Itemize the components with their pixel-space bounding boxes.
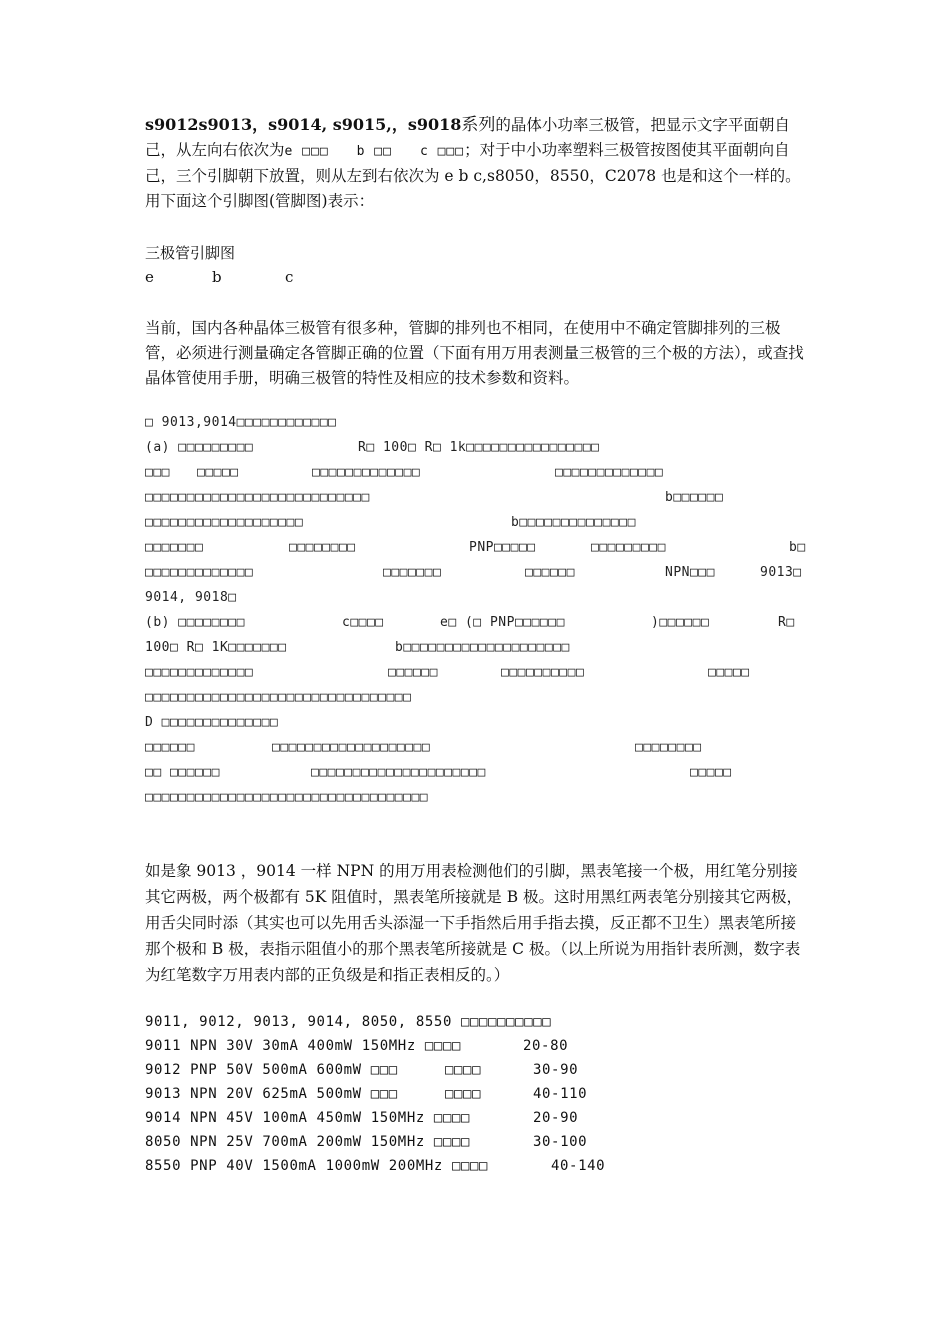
series-word: 系列 (461, 115, 496, 135)
table-title: 9011, 9012, 9013, 9014, 8050, 8550 □□□□□□□□□□ (145, 1014, 552, 1030)
pin-diagram-caption: 三极管引脚图 (145, 244, 236, 262)
pin-c-label: c (285, 268, 294, 286)
intro-text-a: 的晶体小功率三极管，把显示文字平面朝自己，从左向右依次为 (145, 116, 790, 159)
multimeter-method-paragraph: 如是象 9013 ，9014 一样 NPN 的用万用表检测他们的引脚，黑表笔接一个极，用红笔分别接其它两极，两个极都有 5K 阻值时，黑表笔所接就是 B 极。这时用黑红两表笔分别接其它两极，用舌尖同时添（其实也可以先用舌头添湿一下手指然后用手指去摸，反正都不卫生）黑表笔所接那个极和 B 极，表指示阻值小的那个黑表笔所接就是 C 极。（以上所说为用指针表所测，数字表为红笔数字万用表内部的正负级是和指正表相反的。） (145, 862, 803, 984)
table-row: 9014 NPN 45V 100mA 450mW 150MHz □□□□ 20-90 (145, 1110, 579, 1126)
table-row: 9011 NPN 30V 30mA 400mW 150MHz □□□□ 20-80 (145, 1038, 569, 1054)
table-row: 8050 NPN 25V 700mA 200mW 150MHz □□□□ 30-100 (145, 1134, 588, 1150)
pins-inline: e □□□ b □□ c □□□ (284, 144, 465, 159)
intro-paragraph (145, 112, 810, 214)
measurement-intro-paragraph: 当前，国内各种晶体三极管有很多种，管脚的排列也不相同，在使用中不确定管脚排列的三极管，必须进行测量确定各管脚正确的位置（下面有用万用表测量三极管的三个极的方法），或查找晶体管使用手册，明确三极管的特性及相应的技术参数和资料。 (145, 319, 804, 387)
model-list: s9012s9013，s9014, s9015,，s9018 (145, 115, 462, 134)
intro-text-b: ；对于中小功率塑料三极管按图使其平面朝向自己，三个引脚朝下放置，则从左到右依次为 e b c,s8050，8550，C2078 也是和这个一样的。用下面这个引脚图(管脚图)表示： (145, 141, 801, 210)
pin-b-label: b (212, 268, 222, 286)
pin-e-label: e (145, 268, 154, 286)
table-row: 9013 NPN 20V 625mA 500mW □□□ □□□□ 40-110 (145, 1086, 588, 1102)
table-row: 9012 PNP 50V 500mA 600mW □□□ □□□□ 30-90 (145, 1062, 579, 1078)
document-page: s9012s9013，s9014, s9015,，s9018系列的晶体小功率三极管，把显示文字平面朝自己，从左向右依次为e □□□ b □□ c □□□；对于中小功率塑料三极管按图使其平面朝向自己，三个引脚朝下放置，则从左到右依次为 e b c,s8050，8550，C2078 也是和这个一样的。用下面这个引脚图(管脚图)表示： 三极管引脚图 e b c 当前，国内各种晶体三极管有很多种，管脚的排列也不相同，在使用中不确定管脚排列的三极管，必须进行测量确定各管脚正确的位置（下面有用万用表测量三极管的三个极的方法），或查找晶体管使用手册，明确三极管的特性及相应的技术参数和资料。 □ 9013,9014□□□□□□□□□□□□ (a) □□□□□□□□□ R□ 100□ R□ 1k□□□□□□□□□□□□□□□□ □□□ □□□□□ □□□□□□□□□□□□□ □□□□□□□□□□□□□ □□□□□□□□□□□□□□□□□□□□□□□□□□□ b□□□□□□ □□□□□□□□□□□□□□□□□□□ b□□□□□□□□□□□□□□ □□□□□□□ □□□□□□□□ PNP□□□□□ □□□□□□□□□ b□ □□□□□□□□□□□□□ □□□□□□□ □□□□□□ NPN□□□ 9013□ 9014, 9018□ (b) □□□□□□□□ c□□□□ e□ (□ PNP□□□□□□ )□□□□□□ R□ 100□ R□ 1K□□□□□□□ b□□□□□□□□□□□□□□□□□□□□ □□□□□□□□□□□□□ □□□□□□ □□□□□□□□□□ □□□□□ □□□□□□□□□□□□□□□□□□□□□□□□□□□□□□□□ D □□□□□□□□□□□□□□ □□□□□□ □□□□□□□□□□□□□□□□□□□ □□□□□□□□ □□ □□□□□□ □□□□□□□□□□□□□□□□□□□□□ □□□□□ □□□□□□□□□□□□□□□□□□□□□□□□□□□□□□□□□□ 如是象 9013 ，9014 一样 NPN 的用万用表检测他们的引脚，黑表笔接一个极，用红笔分别接其它两极，两个极都有 5K 阻值时，黑表笔所接就是 B 极。这时用黑红两表笔分别接其它两极，用舌尖同时添（其实也可以先用舌头添湿一下手指然后用手指去摸，反正都不卫生）黑表笔所接那个极和 B 极，表指示阻值小的那个黑表笔所接就是 C 极。（以上所说为用指针表所测，数字表为红笔数字万用表内部的正负级是和指正表相反的。） 9011, 9012, 9013, 9014, 8050, 8550 □□□□□□□□□□ 9011 NPN 30V 30mA 400mW 150MHz □□□□ 20-80 9012 PNP 50V 500mA 600mW □□□ □□□□ 30-90 9013 NPN 20V 625mA 500mW □□□ □□□□ 40-110 9014 NPN 45V 100mA 450mW 150MHz □□□□ 20-90 8050 NPN 25V 700mA 200mW 150MHz □□□□ 30-100 8550 PNP 40V 1500mA 1000mW 200MHz □□□□ 40-140 (0, 0, 950, 1344)
table-row: 8550 PNP 40V 1500mA 1000mW 200MHz □□□□ 40-140 (145, 1158, 606, 1174)
